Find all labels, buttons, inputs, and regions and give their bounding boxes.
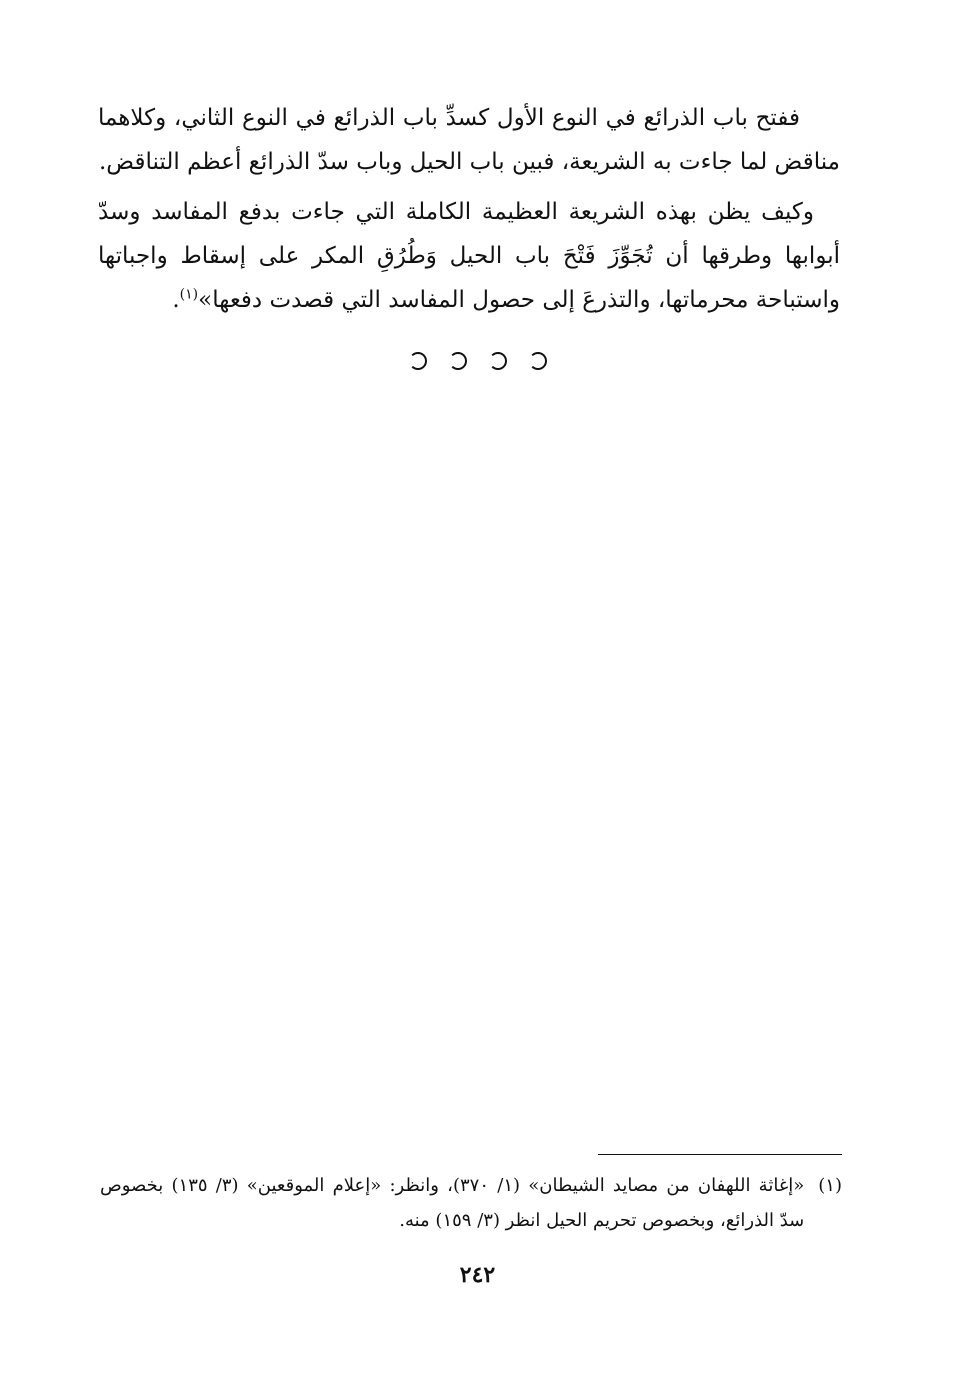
paragraph-2-ending: .	[172, 287, 180, 313]
footnote-text: «إغاثة اللهفان من مصايد الشيطان» (١/ ٣٧٠)، وانظر: «إعلام الموقعين» (٣/ ١٣٥) بخصوص سدّ الذرائع، وبخصوص تحريم الحيل انظر (٣/ ١٥٩) منه.	[100, 1175, 805, 1231]
paragraph-1-text: ففتح باب الذرائع في النوع الأول كسدِّ باب الذرائع في النوع الثاني، وكلاهما مناقض لما جاءت به الشريعة، فبين باب الحيل وباب سدّ الذرائع أعظم التناقض.	[98, 105, 840, 175]
ornament-icon	[529, 352, 547, 370]
footnotes	[100, 1168, 842, 1238]
footnote-divider	[598, 1154, 842, 1155]
page-number: ٢٤٢	[459, 1262, 496, 1288]
paragraph-2	[98, 190, 840, 322]
ornament-icon	[489, 352, 507, 370]
ornament-icon	[409, 352, 427, 370]
paragraph-1	[98, 96, 840, 184]
ornament-icon	[449, 352, 467, 370]
footnote-reference[interactable]: (١)	[179, 286, 199, 303]
section-separator	[0, 348, 955, 373]
footnote-1	[100, 1168, 842, 1238]
paragraph-2-text: وكيف يظن بهذه الشريعة العظيمة الكاملة التي جاءت بدفع المفاسد وسدّ أبوابها وطرقها أن تُجَوِّزَ فَتْحَ باب الحيل وَطُرُقِ المكر على إسقاط واجباتها واستباحة محرماتها، والتذرعَ إلى حصول المفاسد التي قصدت دفعها»	[98, 199, 840, 313]
main-text	[98, 96, 840, 328]
footnote-number: (١)	[818, 1175, 842, 1196]
